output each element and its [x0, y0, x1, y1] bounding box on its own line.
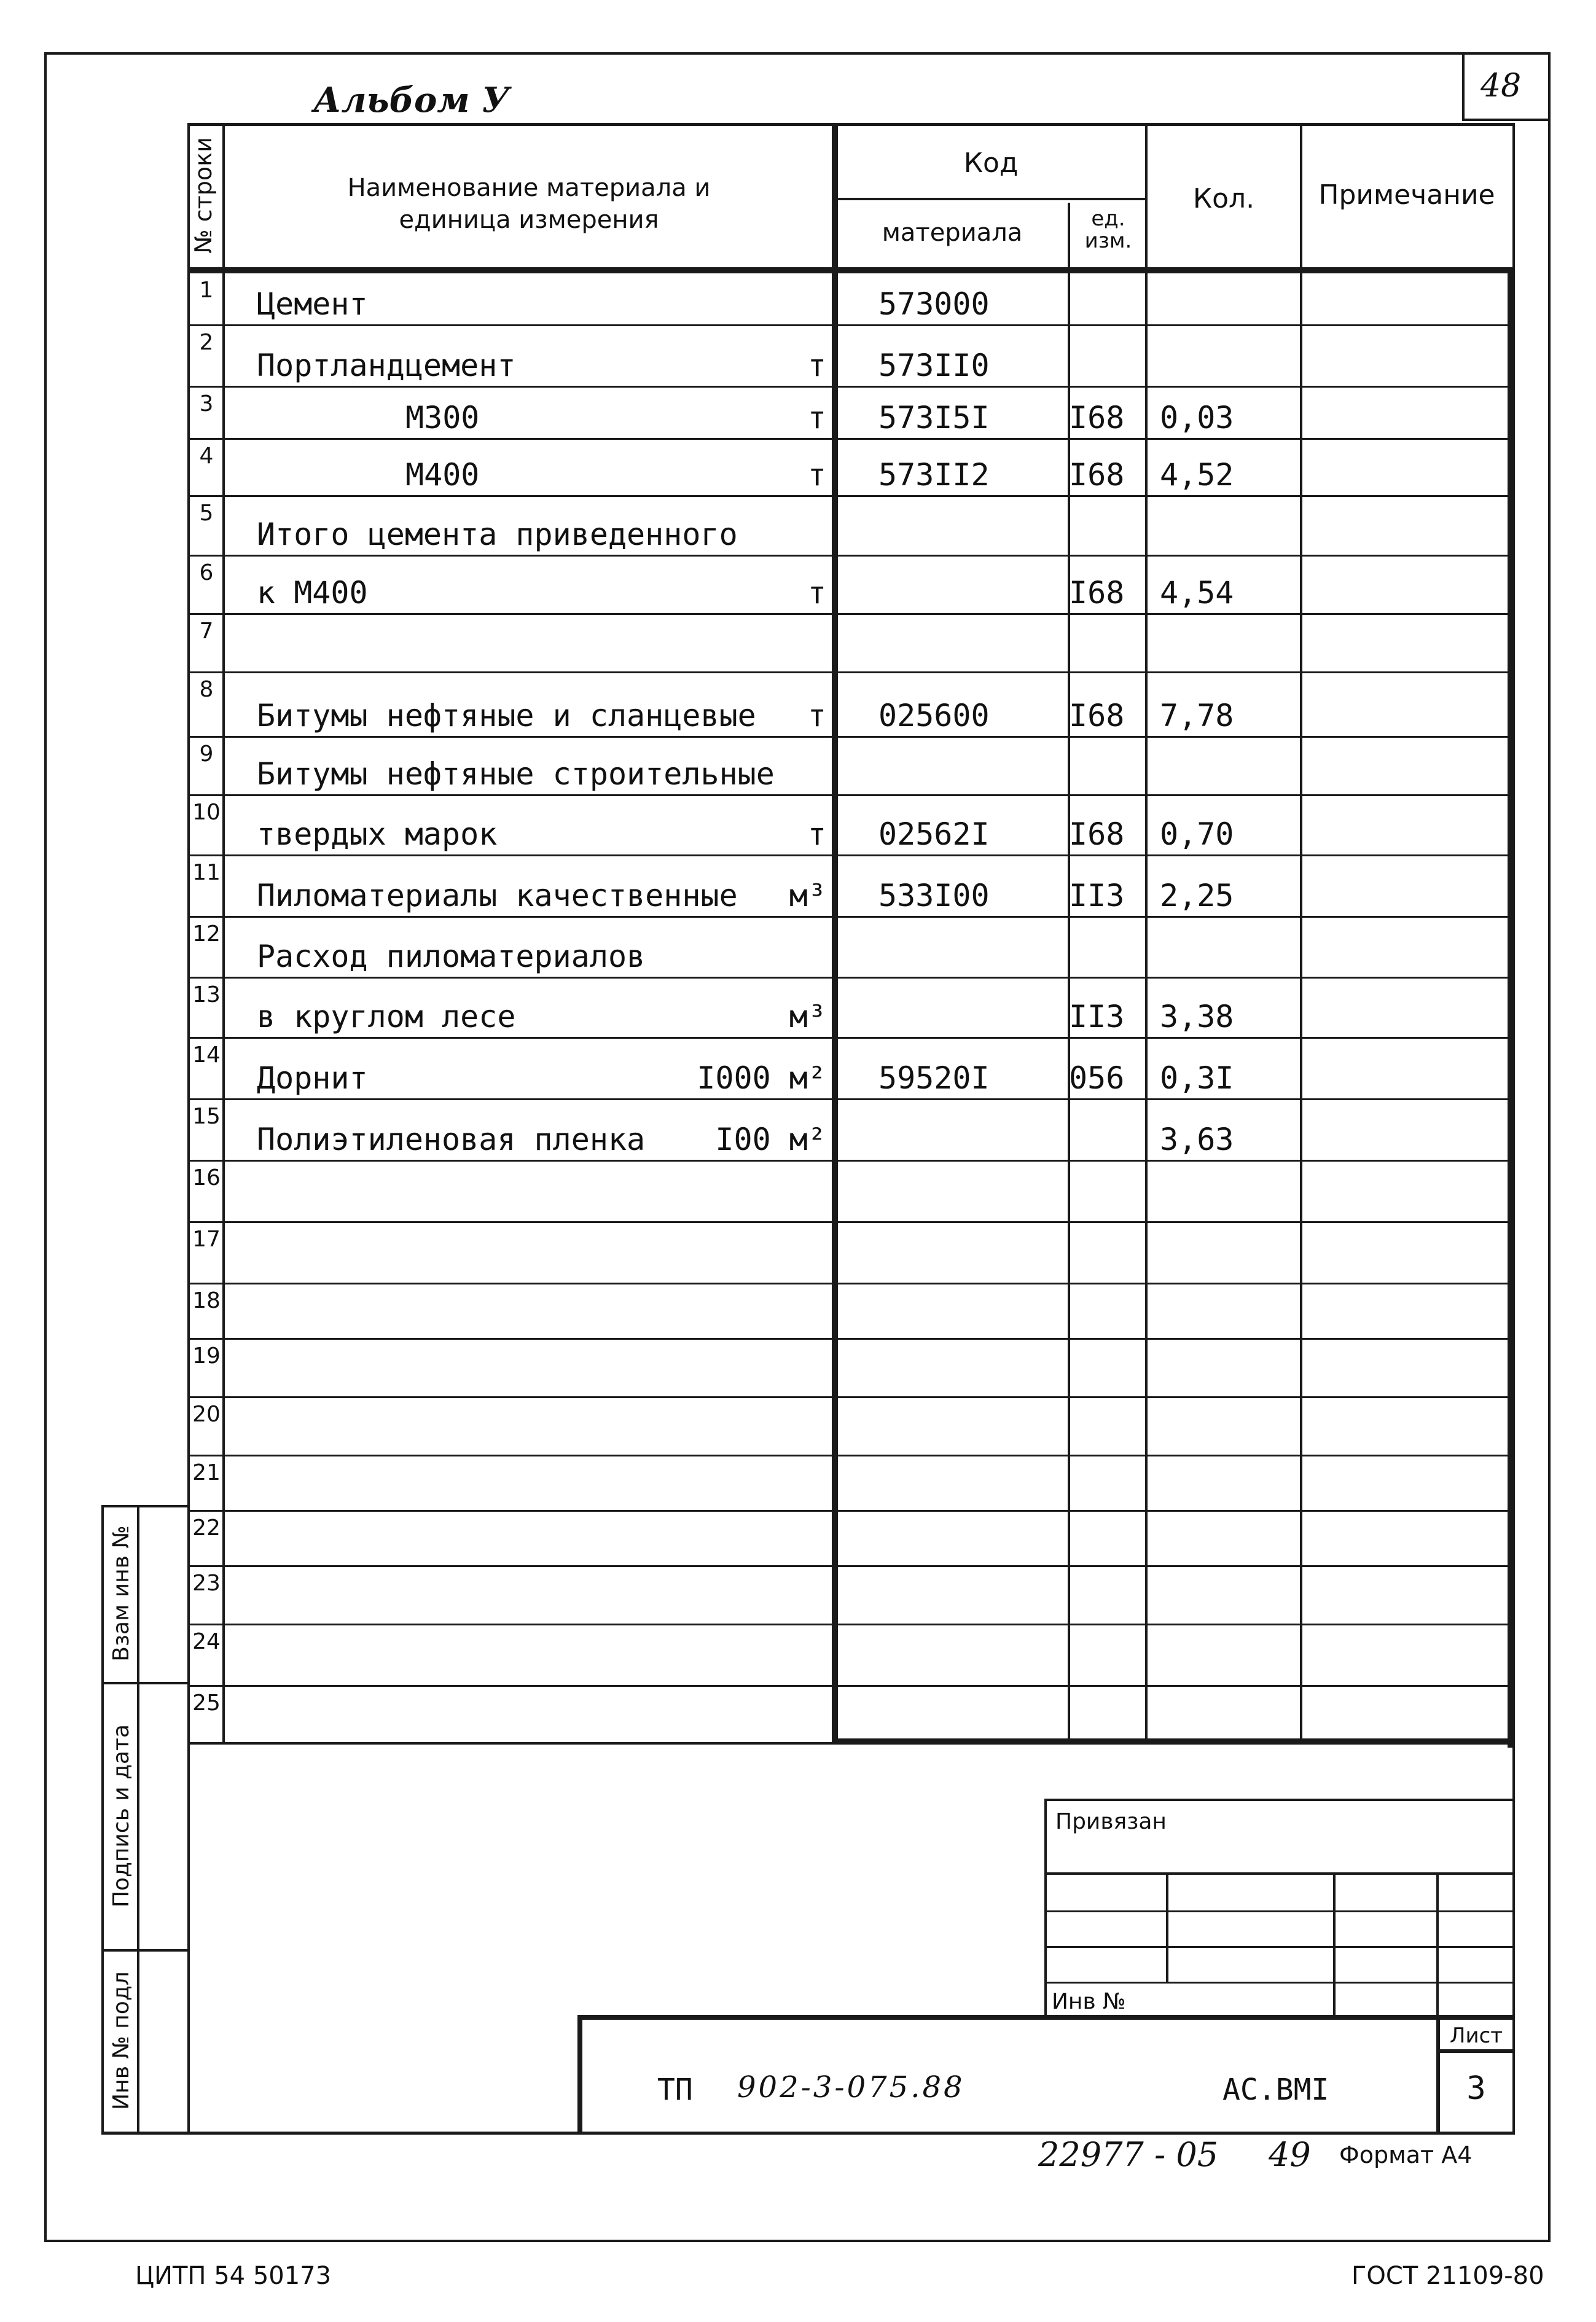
quantity: 4,52 [1160, 457, 1234, 493]
material-name: к М400 [257, 575, 368, 611]
material-name: Расход пиломатериалов [257, 939, 646, 974]
unit-code: I68 [1069, 400, 1125, 436]
header-note: Примечание [1318, 179, 1495, 211]
row-separator [187, 916, 1511, 918]
material-unit: т [807, 816, 826, 852]
material-unit: м³ [789, 878, 826, 913]
material-name: твердых марок [257, 816, 498, 852]
row-number: 19 [192, 1343, 221, 1369]
material-name: М400 [405, 457, 480, 493]
row-separator [187, 1455, 1511, 1456]
material-name: Дорнит [257, 1060, 368, 1096]
sheet-value: 3 [1466, 2070, 1486, 2107]
data-right-thick [1508, 267, 1514, 1748]
material-code: 02562I [878, 816, 990, 852]
row-separator [187, 1283, 1511, 1284]
material-name: Пиломатериалы качественные [257, 878, 738, 913]
priv-box-left [1044, 1799, 1047, 2020]
outer-frame-left [44, 52, 47, 2242]
material-code: 533I00 [878, 878, 990, 913]
material-name: Полиэтиленовая пленка [257, 1122, 646, 1157]
table-top [187, 123, 1514, 126]
material-code: 573000 [878, 286, 990, 322]
archive-number: 22977 - 05 [1038, 2135, 1219, 2174]
material-code: 573I5I [878, 400, 990, 436]
table-bottom-thin [187, 1742, 835, 1745]
stamp-vzam-inv: Взам инв № [109, 1525, 134, 1662]
outer-frame-top [44, 52, 1551, 55]
row-separator [187, 854, 1511, 856]
quantity: 4,54 [1160, 575, 1234, 611]
stamp-bottom [101, 2132, 1514, 2135]
material-unit: I000 м² [697, 1060, 826, 1096]
row-separator [187, 613, 1511, 615]
row-separator [187, 1510, 1511, 1512]
row-number: 24 [192, 1629, 221, 1654]
row-separator [187, 1396, 1511, 1398]
unit-code: II3 [1069, 999, 1125, 1034]
material-unit: т [807, 698, 826, 733]
archive-page: 49 [1269, 2135, 1311, 2174]
stamp-inner-line [137, 1505, 139, 2135]
stamp-inv-podl: Инв № подл [109, 1971, 134, 2110]
row-number: 9 [199, 741, 214, 767]
priv-line1 [1044, 1872, 1514, 1875]
quantity: 3,63 [1160, 1122, 1234, 1157]
footer-left: ЦИТП 54 50173 [135, 2262, 332, 2290]
material-unit: т [807, 348, 826, 383]
sheet-box-left [1462, 52, 1465, 120]
name-col-line [832, 123, 838, 1745]
row-number: 16 [192, 1165, 221, 1190]
material-code: 59520I [878, 1060, 990, 1096]
note-col-line [1300, 123, 1302, 1745]
priv-col1 [1166, 1872, 1168, 1983]
row-number: 4 [199, 444, 214, 469]
quantity: 0,03 [1160, 400, 1234, 436]
row-separator [187, 386, 1511, 388]
row-number: 20 [192, 1402, 221, 1427]
row-number: 3 [199, 391, 214, 416]
row-number: 18 [192, 1288, 221, 1313]
row-number: 1 [199, 278, 214, 303]
sheet-label: Лист [1449, 2023, 1503, 2048]
sheet-number-top: 48 [1481, 68, 1522, 104]
code-header-split [835, 198, 1146, 200]
row-separator [187, 438, 1511, 440]
form-left-line [187, 123, 190, 2135]
material-code: 573II0 [878, 348, 990, 383]
row-separator [187, 1160, 1511, 1162]
row-separator [187, 736, 1511, 738]
quantity: 7,78 [1160, 698, 1234, 733]
doc-number: 902-3-075.88 [737, 2070, 965, 2105]
header-code-unit-l1: ед. [1091, 206, 1125, 231]
material-name: Битумы нефтяные строительные [257, 756, 775, 792]
unit-code: I68 [1069, 575, 1125, 611]
material-unit: м³ [789, 999, 826, 1034]
row-separator [187, 1338, 1511, 1340]
row-number: 23 [192, 1571, 221, 1596]
row-separator [187, 1624, 1511, 1625]
unit-code: II3 [1069, 878, 1125, 913]
row-number: 8 [199, 677, 214, 702]
material-name: М300 [405, 400, 480, 436]
material-code: 025600 [878, 698, 990, 733]
header-name-line2: единица измерения [399, 206, 659, 234]
row-separator [187, 1098, 1511, 1100]
row-number: 11 [192, 860, 221, 885]
row-separator [187, 1221, 1511, 1223]
row-number: 2 [199, 330, 214, 355]
material-name: Цемент [257, 286, 368, 322]
header-code: Код [963, 147, 1019, 179]
priv-col2 [1333, 1872, 1336, 2020]
outer-frame-right [1548, 52, 1551, 2242]
quantity: 3,38 [1160, 999, 1234, 1034]
row-separator [187, 1685, 1511, 1687]
row-number: 5 [199, 501, 214, 526]
stamp-sep1 [101, 1682, 189, 1684]
quantity: 0,70 [1160, 816, 1234, 852]
row-number: 10 [192, 800, 221, 825]
row-number: 6 [199, 560, 214, 585]
material-unit: т [807, 575, 826, 611]
row-separator [187, 1037, 1511, 1039]
inv-no-label: Инв № [1052, 1989, 1126, 2014]
header-qty: Кол. [1192, 183, 1255, 214]
material-name: Битумы нефтяные и сланцевые [257, 698, 756, 733]
material-unit: т [807, 457, 826, 493]
header-row-no: № строки [190, 137, 217, 254]
material-name: Итого цемента приведенного [257, 517, 738, 552]
priv-line2 [1044, 1910, 1514, 1912]
header-name: Наименование материала и [347, 174, 711, 202]
stamp-podpis-data: Подпись и дата [109, 1724, 134, 1908]
row-number: 14 [192, 1042, 221, 1068]
row-number: 12 [192, 921, 221, 947]
quantity: 0,3I [1160, 1060, 1234, 1096]
sheet-box-bottom [1462, 119, 1549, 121]
header-code-unit-l2: изм. [1084, 229, 1132, 253]
row-number: 21 [192, 1460, 221, 1485]
priv-line4 [1044, 1982, 1514, 1984]
unit-code: 056 [1069, 1060, 1125, 1096]
material-unit: т [807, 400, 826, 436]
tb-left [577, 2015, 582, 2135]
album-title: Альбом У [313, 80, 510, 120]
stamp-outer-left [101, 1505, 104, 2135]
rownum-col-line [222, 123, 225, 1745]
row-number: 7 [199, 619, 214, 644]
tb-top [577, 2015, 1514, 2020]
header-bottom [187, 267, 1514, 273]
material-unit: I00 м² [715, 1122, 826, 1157]
row-separator [187, 794, 1511, 796]
unit-code: I68 [1069, 698, 1125, 733]
priv-box-top [1044, 1799, 1514, 1801]
row-number: 17 [192, 1227, 221, 1252]
doc-prefix: ТП [657, 2073, 693, 2107]
priv-col3 [1436, 1872, 1439, 2020]
qty-col-line [1145, 123, 1148, 1745]
row-separator [187, 495, 1511, 497]
material-name: Портландцемент [257, 348, 516, 383]
row-separator [187, 1565, 1511, 1567]
row-separator [187, 671, 1511, 673]
format-label: Формат А4 [1339, 2141, 1473, 2168]
row-separator [187, 977, 1511, 979]
row-number: 25 [192, 1691, 221, 1716]
header-code-material: материала [882, 219, 1023, 247]
row-number: 13 [192, 982, 221, 1007]
unit-code: I68 [1069, 816, 1125, 852]
material-name: в круглом лесе [257, 999, 516, 1034]
row-number: 22 [192, 1515, 221, 1541]
table-bottom [832, 1738, 1514, 1745]
row-separator [187, 324, 1511, 326]
material-code: 573II2 [878, 457, 990, 493]
row-separator [187, 555, 1511, 557]
row-number: 15 [192, 1104, 221, 1129]
unit-code: I68 [1069, 457, 1125, 493]
priv-label: Привязан [1055, 1809, 1167, 1834]
outer-frame-bottom [44, 2240, 1551, 2242]
tb-sheet-split [1436, 2049, 1514, 2053]
footer-right: ГОСТ 21109-80 [1352, 2262, 1544, 2290]
doc-code: АС.ВМI [1222, 2073, 1329, 2107]
priv-line3 [1044, 1946, 1514, 1948]
quantity: 2,25 [1160, 878, 1234, 913]
